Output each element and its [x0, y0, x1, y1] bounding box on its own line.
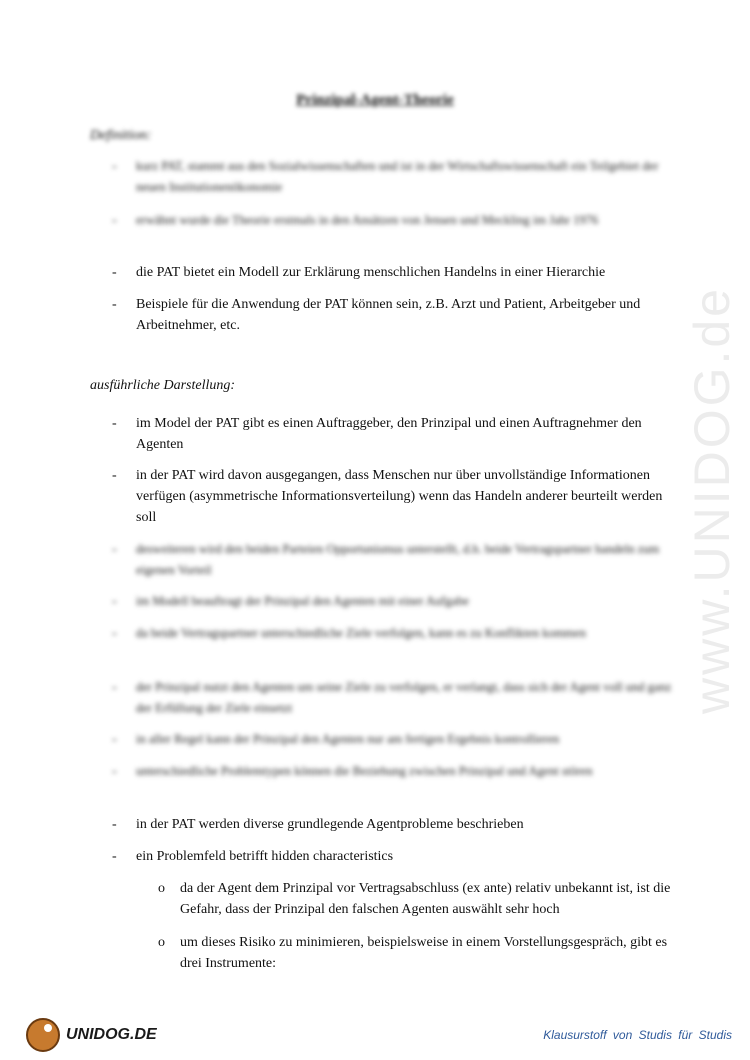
- list-item-text: erwähnt wurde die Theorie erstmals in den Ansätzen von Jensen und Meckling im Jahr 1976: [136, 213, 599, 227]
- dash-bullet: -: [112, 416, 117, 431]
- definition-heading: Definition:: [90, 128, 152, 143]
- list-item-text: die PAT bietet ein Modell zur Erklärung menschlichen Handelns in einer Hierarchie: [136, 265, 606, 280]
- sub-list-item: [158, 878, 678, 920]
- list-item: [112, 623, 672, 644]
- dash-bullet: -: [112, 680, 117, 695]
- dash-bullet: -: [112, 213, 117, 228]
- circle-bullet: o: [158, 935, 165, 950]
- list-item: [112, 210, 672, 231]
- list-item-text: der Prinzipal nutzt den Agenten um seine Ziele zu verfolgen, er verlangt, dass sich der Agent voll und ganz der Erfüllung der Ziele einsetzt: [136, 680, 672, 715]
- dash-bullet: -: [112, 159, 117, 174]
- list-item-text: im Model der PAT gibt es einen Auftraggeber, den Prinzipal und einen Auftragnehmer den Agenten: [136, 416, 642, 452]
- sub-list-item-text: da der Agent dem Prinzipal vor Vertragsabschluss (ex ante) relativ unbekannt ist, ist die Gefahr, dass der Prinzipal den falschen Agenten auswählt sehr hoch: [180, 881, 671, 917]
- watermark: www.UNIDOG.de: [684, 286, 740, 714]
- dash-bullet: -: [112, 626, 117, 641]
- list-item-text: kurz PAT, stammt aus den Sozialwissenschaften und ist in der Wirtschaftswissenschaft ein Teilgebiet der neuen Institutionenökonomie: [136, 159, 659, 194]
- list-item: [112, 677, 672, 719]
- dog-icon: [26, 1018, 60, 1052]
- list-item-text: Beispiele für die Anwendung der PAT können sein, z.B. Arzt und Patient, Arbeitgeber und Arbeitnehmer, etc.: [136, 297, 641, 333]
- list-item: [112, 814, 672, 835]
- list-item-text: unterschiedliche Problemtypen können die Beziehung zwischen Prinzipal und Agent stören: [136, 764, 593, 778]
- circle-bullet: o: [158, 881, 165, 896]
- dash-bullet: -: [112, 297, 117, 312]
- dash-bullet: -: [112, 542, 117, 557]
- list-item: [112, 591, 672, 612]
- sub-list-item: [158, 932, 678, 974]
- dash-bullet: -: [112, 732, 117, 747]
- list-item: [112, 262, 672, 283]
- footer-tagline: Klausurstoff von Studis für Studis: [543, 1028, 732, 1042]
- sub-list-item-text: um dieses Risiko zu minimieren, beispielsweise in einem Vorstellungsgespräch, gibt es drei Instrumente:: [180, 935, 668, 971]
- list-item-text: in der PAT werden diverse grundlegende Agentprobleme beschrieben: [136, 817, 524, 832]
- dash-bullet: -: [112, 764, 117, 779]
- list-item-text: in der PAT wird davon ausgegangen, dass Menschen nur über unvollständige Informationen verfügen (asymmetrische Informationsverteilung) wenn das Handeln anderer beurteilt werden soll: [136, 468, 663, 525]
- list-item: [112, 156, 672, 198]
- list-item: [112, 465, 672, 528]
- dash-bullet: -: [112, 468, 117, 483]
- list-item-text: in aller Regel kann der Prinzipal den Agenten nur am fertigen Ergebnis kontrollieren: [136, 732, 560, 746]
- dash-bullet: -: [112, 265, 117, 280]
- list-item: [112, 294, 672, 336]
- list-item: [112, 846, 672, 867]
- list-item: [112, 539, 672, 581]
- list-item-text: da beide Vertragspartner unterschiedliche Ziele verfolgen, kann es zu Konflikten kommen: [136, 626, 586, 640]
- dash-bullet: -: [112, 817, 117, 832]
- list-item: [112, 413, 672, 455]
- list-item-text: ein Problemfeld betrifft hidden characteristics: [136, 849, 394, 864]
- unidog-logo[interactable]: [26, 1018, 157, 1052]
- logo-text: UNIDOG.DE: [66, 1026, 157, 1043]
- detail-heading: ausführliche Darstellung:: [90, 378, 236, 393]
- list-item-text: desweiteren wird den beiden Parteien Opportunismus unterstellt, d.h. beide Vertragspartner handeln zum eigenen Vorteil: [136, 542, 660, 577]
- dash-bullet: -: [112, 849, 117, 864]
- dash-bullet: -: [112, 594, 117, 609]
- list-item-text: im Modell beauftragt der Prinzipal den Agenten mit einer Aufgabe: [136, 594, 469, 608]
- document-title: Prinzipal-Agent-Theorie: [296, 92, 454, 108]
- list-item: [112, 761, 672, 782]
- list-item: [112, 729, 672, 750]
